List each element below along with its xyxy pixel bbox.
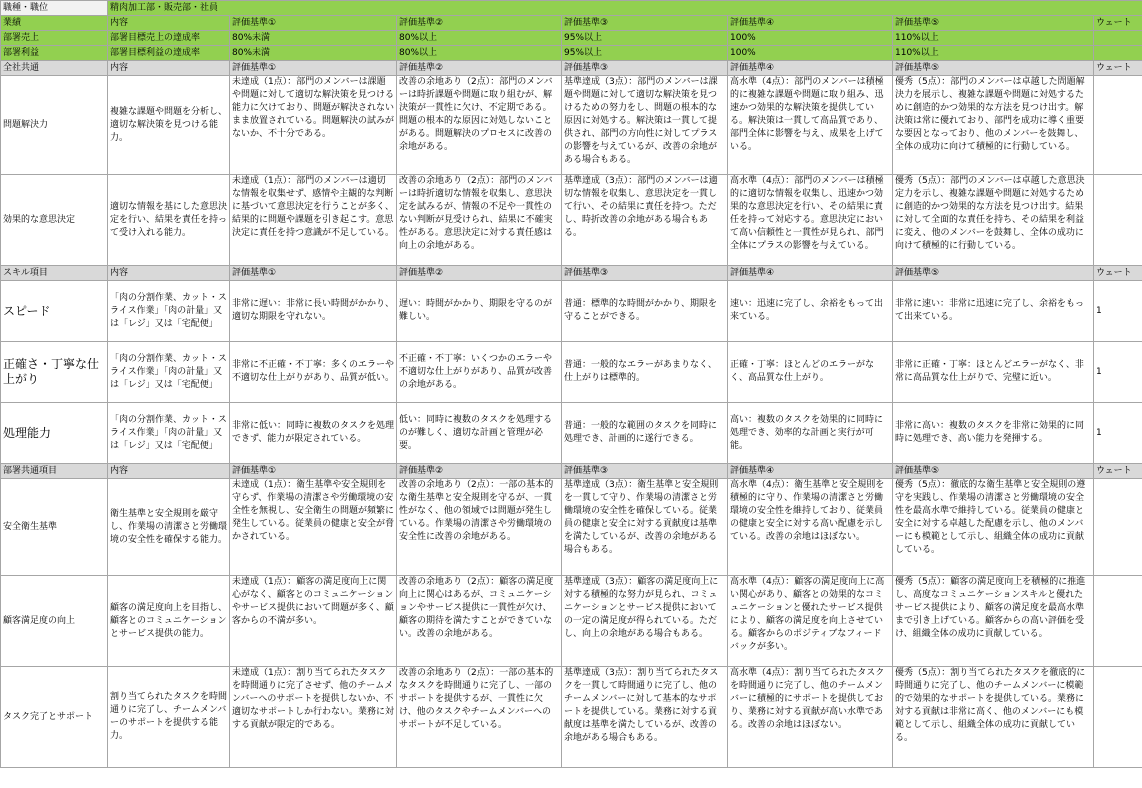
criteria-cell: 改善の余地あり（2点）：部門のメンバーは時折課題や問題に取り組むが、解決策が一貫性に欠け、不定期である。問題の根本的な原因に対処しないことがある。問題解決のプロセスに改善の余地がある。 (397, 76, 562, 175)
weight-cell: 1 (1094, 342, 1142, 403)
criteria-header-3: 評価基準③ (562, 266, 728, 281)
criteria-header-3: 評価基準③ (562, 16, 728, 31)
criteria-header-4: 評価基準④ (728, 61, 893, 76)
item-content: 「肉の分割作業、カット・スライス作業」「肉の計量」又は「レジ」又は「宅配便」 (108, 342, 230, 403)
section-title-gyoseki: 業績 (1, 16, 108, 31)
criteria-cell: 基準達成（3点）：衛生基準と安全規則を一貫して守り、作業場の清潔さと労働環境の安全性を確保している。従業員の健康と安全に対する貢献度は基準を満たしているが、改善の余地がある場合もある。 (562, 479, 728, 576)
criteria-cell: 正確・丁寧：ほとんどのエラーがなく、高品質な仕上がり。 (728, 342, 893, 403)
item-name: 問題解決力 (1, 76, 108, 175)
criteria-cell: 未達成（1点）：顧客の満足度向上に関心がなく、顧客とのコミュニケーションやサービス提供において問題が多く、顧客からの不満が多い。 (230, 576, 397, 667)
section-title-busho: 部署共通項目 (1, 464, 108, 479)
item-name: スピード (1, 281, 108, 342)
item-name: 安全衛生基準 (1, 479, 108, 576)
criteria-cell: 80%以上 (397, 31, 562, 46)
weight-header: ウェート (1094, 16, 1142, 31)
section-title-skill: スキル項目 (1, 266, 108, 281)
criteria-cell: 基準達成（3点）：部門のメンバーは適切な情報を収集し、意思決定を一貫して行い、その結果に責任を持つ。ただし、時折改善の余地がある場合もある。 (562, 175, 728, 266)
criteria-cell: 高水準（4点）：顧客の満足度向上に高い関心があり、顧客との効果的なコミュニケーションと優れたサービス提供により、顧客の満足度を向上させている。顧客からのポジティブなフィードバックが多い。 (728, 576, 893, 667)
weight-header: ウェート (1094, 266, 1142, 281)
criteria-cell: 改善の余地あり（2点）：一部の基本的な衛生基準と安全規則を守るが、一貫性がなく、他の領域では問題が発生している。作業場の清潔さや労働環境の安全性に改善の余地がある。 (397, 479, 562, 576)
criteria-cell: 普通：標準的な時間がかかり、期限を守ることができる。 (562, 281, 728, 342)
criteria-cell: 非常に正確・丁寧：ほとんどエラーがなく、非常に高品質な仕上がりで、完璧に近い。 (893, 342, 1094, 403)
criteria-cell: 非常に遅い：非常に長い時間がかかり、適切な期限を守れない。 (230, 281, 397, 342)
criteria-header-4: 評価基準④ (728, 266, 893, 281)
criteria-cell: 基準達成（3点）：部門のメンバーは課題や問題に対して適切な解決策を見つけるための努力をし、問題の根本的な原因に対処する。解決策は一貫して提供され、部門の方向性に対してプラスの影響を与えているが、改善の余地がある場合もある。 (562, 76, 728, 175)
weight-cell (1094, 576, 1142, 667)
criteria-header-4: 評価基準④ (728, 464, 893, 479)
content-header: 内容 (108, 464, 230, 479)
criteria-cell: 100% (728, 31, 893, 46)
criteria-cell: 80%未満 (230, 31, 397, 46)
criteria-cell: 95%以上 (562, 46, 728, 61)
weight-cell (1094, 479, 1142, 576)
item-name: 処理能力 (1, 403, 108, 464)
criteria-cell: 改善の余地あり（2点）：顧客の満足度向上に関心はあるが、コミュニケーションやサービス提供に一貫性が欠け、顧客の期待を満たすことができていない。改善の余地がある。 (397, 576, 562, 667)
criteria-header-1: 評価基準① (230, 16, 397, 31)
criteria-header-2: 評価基準② (397, 61, 562, 76)
criteria-cell: 普通：一般的なエラーがあまりなく、仕上がりは標準的。 (562, 342, 728, 403)
item-content: 部署目標利益の達成率 (108, 46, 230, 61)
criteria-header-2: 評価基準② (397, 16, 562, 31)
item-content: 「肉の分割作業、カット・スライス作業」「肉の計量」又は「レジ」又は「宅配便」 (108, 403, 230, 464)
job-title-label: 職種・職位 (1, 1, 108, 16)
item-content: 複雑な課題や問題を分析し、適切な解決策を見つける能力。 (108, 76, 230, 175)
criteria-cell: 基準達成（3点）：割り当てられたタスクを一貫して時間通りに完了し、他のチームメンバーに対して基本的なサポートを提供している。業務に対する貢献度は基準を満たしているが、改善の余地がある場合もある。 (562, 667, 728, 768)
criteria-cell: 未達成（1点）：部門のメンバーは適切な情報を収集せず、感情や主観的な判断に基づいて意思決定を行うことが多く、結果的に問題や課題を引き起こす。意思決定に責任を持つ意識が不足している。 (230, 175, 397, 266)
criteria-header-5: 評価基準⑤ (893, 16, 1094, 31)
criteria-cell: 高水準（4点）：部門のメンバーは積極的に適切な情報を収集し、迅速かつ効果的な意思決定を行い、その結果に責任を持って対応する。意思決定において高い信頼性と一貫性が見られ、部門全体にプラスの影響を与えている。 (728, 175, 893, 266)
weight-cell: 1 (1094, 281, 1142, 342)
criteria-header-5: 評価基準⑤ (893, 266, 1094, 281)
criteria-cell: 非常に高い：複数のタスクを非常に効果的に同時に処理でき、高い能力を発揮する。 (893, 403, 1094, 464)
weight-cell (1094, 175, 1142, 266)
criteria-cell: 優秀（5点）：部門のメンバーは卓越した意思決定力を示し、複雑な課題や問題に対処するために創造的かつ効果的な方法を見つけ出す。結果に対して全面的な責任を持ち、その結果を利益に変え、他のメンバーを鼓舞し、全体の成功に向けて積極的に行動している。 (893, 175, 1094, 266)
content-header: 内容 (108, 266, 230, 281)
criteria-cell: 改善の余地あり（2点）：部門のメンバーは時折適切な情報を収集し、意思決定を試みるが、情報の不足や一貫性のない判断が見受けられ、結果に不確実性がある。意思決定に対する責任感は向上の余地がある。 (397, 175, 562, 266)
criteria-cell: 110%以上 (893, 31, 1094, 46)
weight-cell (1094, 76, 1142, 175)
criteria-cell: 非常に不正確・不丁寧：多くのエラーや不適切な仕上がりがあり、品質が低い。 (230, 342, 397, 403)
content-header: 内容 (108, 16, 230, 31)
section-title-zensha: 全社共通 (1, 61, 108, 76)
criteria-cell: 高水準（4点）：割り当てられたタスクを時間通りに完了し、他のチームメンバーに積極的にサポートを提供しており、業務に対する貢献が高い水準である。改善の余地はほぼない。 (728, 667, 893, 768)
criteria-header-1: 評価基準① (230, 61, 397, 76)
item-content: 適切な情報を基にした意思決定を行い、結果を責任を持って受け入れる能力。 (108, 175, 230, 266)
item-name: 顧客満足度の向上 (1, 576, 108, 667)
criteria-header-5: 評価基準⑤ (893, 61, 1094, 76)
criteria-cell: 110%以上 (893, 46, 1094, 61)
criteria-cell: 優秀（5点）：割り当てられたタスクを徹底的に時間通りに完了し、他のチームメンバーに模範的で効果的なサポートを提供している。業務に対する貢献は非常に高く、他のメンバーにも模範として示し、組織全体の成功に貢献している。 (893, 667, 1094, 768)
criteria-cell: 未達成（1点）：部門のメンバーは課題や問題に対して適切な解決策を見つける能力に欠けており、問題が解決されないまま放置されている。問題解決の試みがないか、不十分である。 (230, 76, 397, 175)
criteria-cell: 改善の余地あり（2点）：一部の基本的なタスクを時間通りに完了し、一部のサポートを提供するが、一貫性に欠け、他のタスクやチームメンバーへのサポートが不足している。 (397, 667, 562, 768)
criteria-cell: 未達成（1点）：衛生基準や安全規則を守らず、作業場の清潔さや労働環境の安全性を無視し、安全衛生の問題が頻繁に発生している。従業員の健康と安全が脅かされている。 (230, 479, 397, 576)
criteria-cell: 非常に低い：同時に複数のタスクを処理できず、能力が限定されている。 (230, 403, 397, 464)
criteria-cell: 高い：複数のタスクを効果的に同時に処理でき、効率的な計画と実行が可能。 (728, 403, 893, 464)
item-name: 部署売上 (1, 31, 108, 46)
weight-header: ウェート (1094, 464, 1142, 479)
criteria-cell: 不正確・不丁寧：いくつかのエラーや不適切な仕上がりがあり、品質が改善の余地がある。 (397, 342, 562, 403)
criteria-cell: 未達成（1点）：割り当てられたタスクを時間通りに完了させず、他のチームメンバーへのサポートを提供しないか、不適切なサポートしか行わない。業務に対する貢献が限定的である。 (230, 667, 397, 768)
content-header: 内容 (108, 61, 230, 76)
criteria-header-5: 評価基準⑤ (893, 464, 1094, 479)
criteria-cell: 低い：同時に複数のタスクを処理するのが難しく、適切な計画と管理が必要。 (397, 403, 562, 464)
item-content: 衛生基準と安全規則を厳守し、作業場の清潔さと労働環境の安全性を確保する能力。 (108, 479, 230, 576)
criteria-header-2: 評価基準② (397, 266, 562, 281)
weight-cell (1094, 31, 1142, 46)
criteria-header-1: 評価基準① (230, 266, 397, 281)
criteria-cell: 80%以上 (397, 46, 562, 61)
criteria-cell: 普通：一般的な範囲のタスクを同時に処理でき、計画的に遂行できる。 (562, 403, 728, 464)
criteria-cell: 優秀（5点）：部門のメンバーは卓越した問題解決力を展示し、複雑な課題や問題に対処するために創造的かつ効果的な方法を見つけ出す。解決策は常に優れており、部門を成功に導く重要な要因となっており、他のメンバーを鼓舞し、全体の成功に向けて積極的に行動している。 (893, 76, 1094, 175)
weight-header: ウェート (1094, 61, 1142, 76)
item-name: タスク完了とサポート (1, 667, 108, 768)
item-content: 部署目標売上の達成率 (108, 31, 230, 46)
weight-cell (1094, 46, 1142, 61)
item-content: 顧客の満足度向上を目指し、顧客とのコミュニケーションとサービス提供の能力。 (108, 576, 230, 667)
criteria-cell: 基準達成（3点）：顧客の満足度向上に対する積極的な努力が見られ、コミュニケーションとサービス提供においての一定の満足度が得られている。ただし、向上の余地がある場合もある。 (562, 576, 728, 667)
criteria-cell: 高水準（4点）：衛生基準と安全規則を積極的に守り、作業場の清潔さと労働環境の安全性を維持しており、従業員の健康と安全に対する高い配慮を示している。改善の余地はほぼない。 (728, 479, 893, 576)
weight-cell (1094, 667, 1142, 768)
criteria-cell: 優秀（5点）：顧客の満足度向上を積極的に推進し、高度なコミュニケーションスキルと優れたサービス提供により、顧客の満足度を最高水準まで引き上げている。顧客からの高い評価を受け、組織全体の成功に貢献している。 (893, 576, 1094, 667)
criteria-cell: 速い：迅速に完了し、余裕をもって出来ている。 (728, 281, 893, 342)
item-name: 正確さ・丁寧な仕上がり (1, 342, 108, 403)
criteria-header-4: 評価基準④ (728, 16, 893, 31)
criteria-cell: 100% (728, 46, 893, 61)
criteria-header-3: 評価基準③ (562, 464, 728, 479)
job-title-value: 精肉加工部・販売部・社員 (108, 1, 1142, 16)
item-content: 「肉の分割作業、カット・スライス作業」「肉の計量」又は「レジ」又は「宅配便」 (108, 281, 230, 342)
criteria-cell: 優秀（5点）：徹底的な衛生基準と安全規則の遵守を実践し、作業場の清潔さと労働環境の安全性を最高水準で維持している。従業員の健康と安全に対する卓越した配慮を示し、他のメンバーにも模範として示し、組織全体の成功に貢献している。 (893, 479, 1094, 576)
item-name: 部署利益 (1, 46, 108, 61)
criteria-cell: 95%以上 (562, 31, 728, 46)
criteria-cell: 非常に速い：非常に迅速に完了し、余裕をもって出来ている。 (893, 281, 1094, 342)
criteria-cell: 高水準（4点）：部門のメンバーは積極的に複雑な課題や問題に取り組み、迅速かつ効果的な解決策を提供している。解決策は一貫して高品質であり、部門全体に影響を与え、成果を上げている。 (728, 76, 893, 175)
item-name: 効果的な意思決定 (1, 175, 108, 266)
criteria-header-2: 評価基準② (397, 464, 562, 479)
criteria-header-1: 評価基準① (230, 464, 397, 479)
criteria-cell: 80%未満 (230, 46, 397, 61)
criteria-cell: 遅い：時間がかかり、期限を守るのが難しい。 (397, 281, 562, 342)
criteria-header-3: 評価基準③ (562, 61, 728, 76)
weight-cell: 1 (1094, 403, 1142, 464)
item-content: 割り当てられたタスクを時間通りに完了し、チームメンバーのサポートを提供する能力。 (108, 667, 230, 768)
